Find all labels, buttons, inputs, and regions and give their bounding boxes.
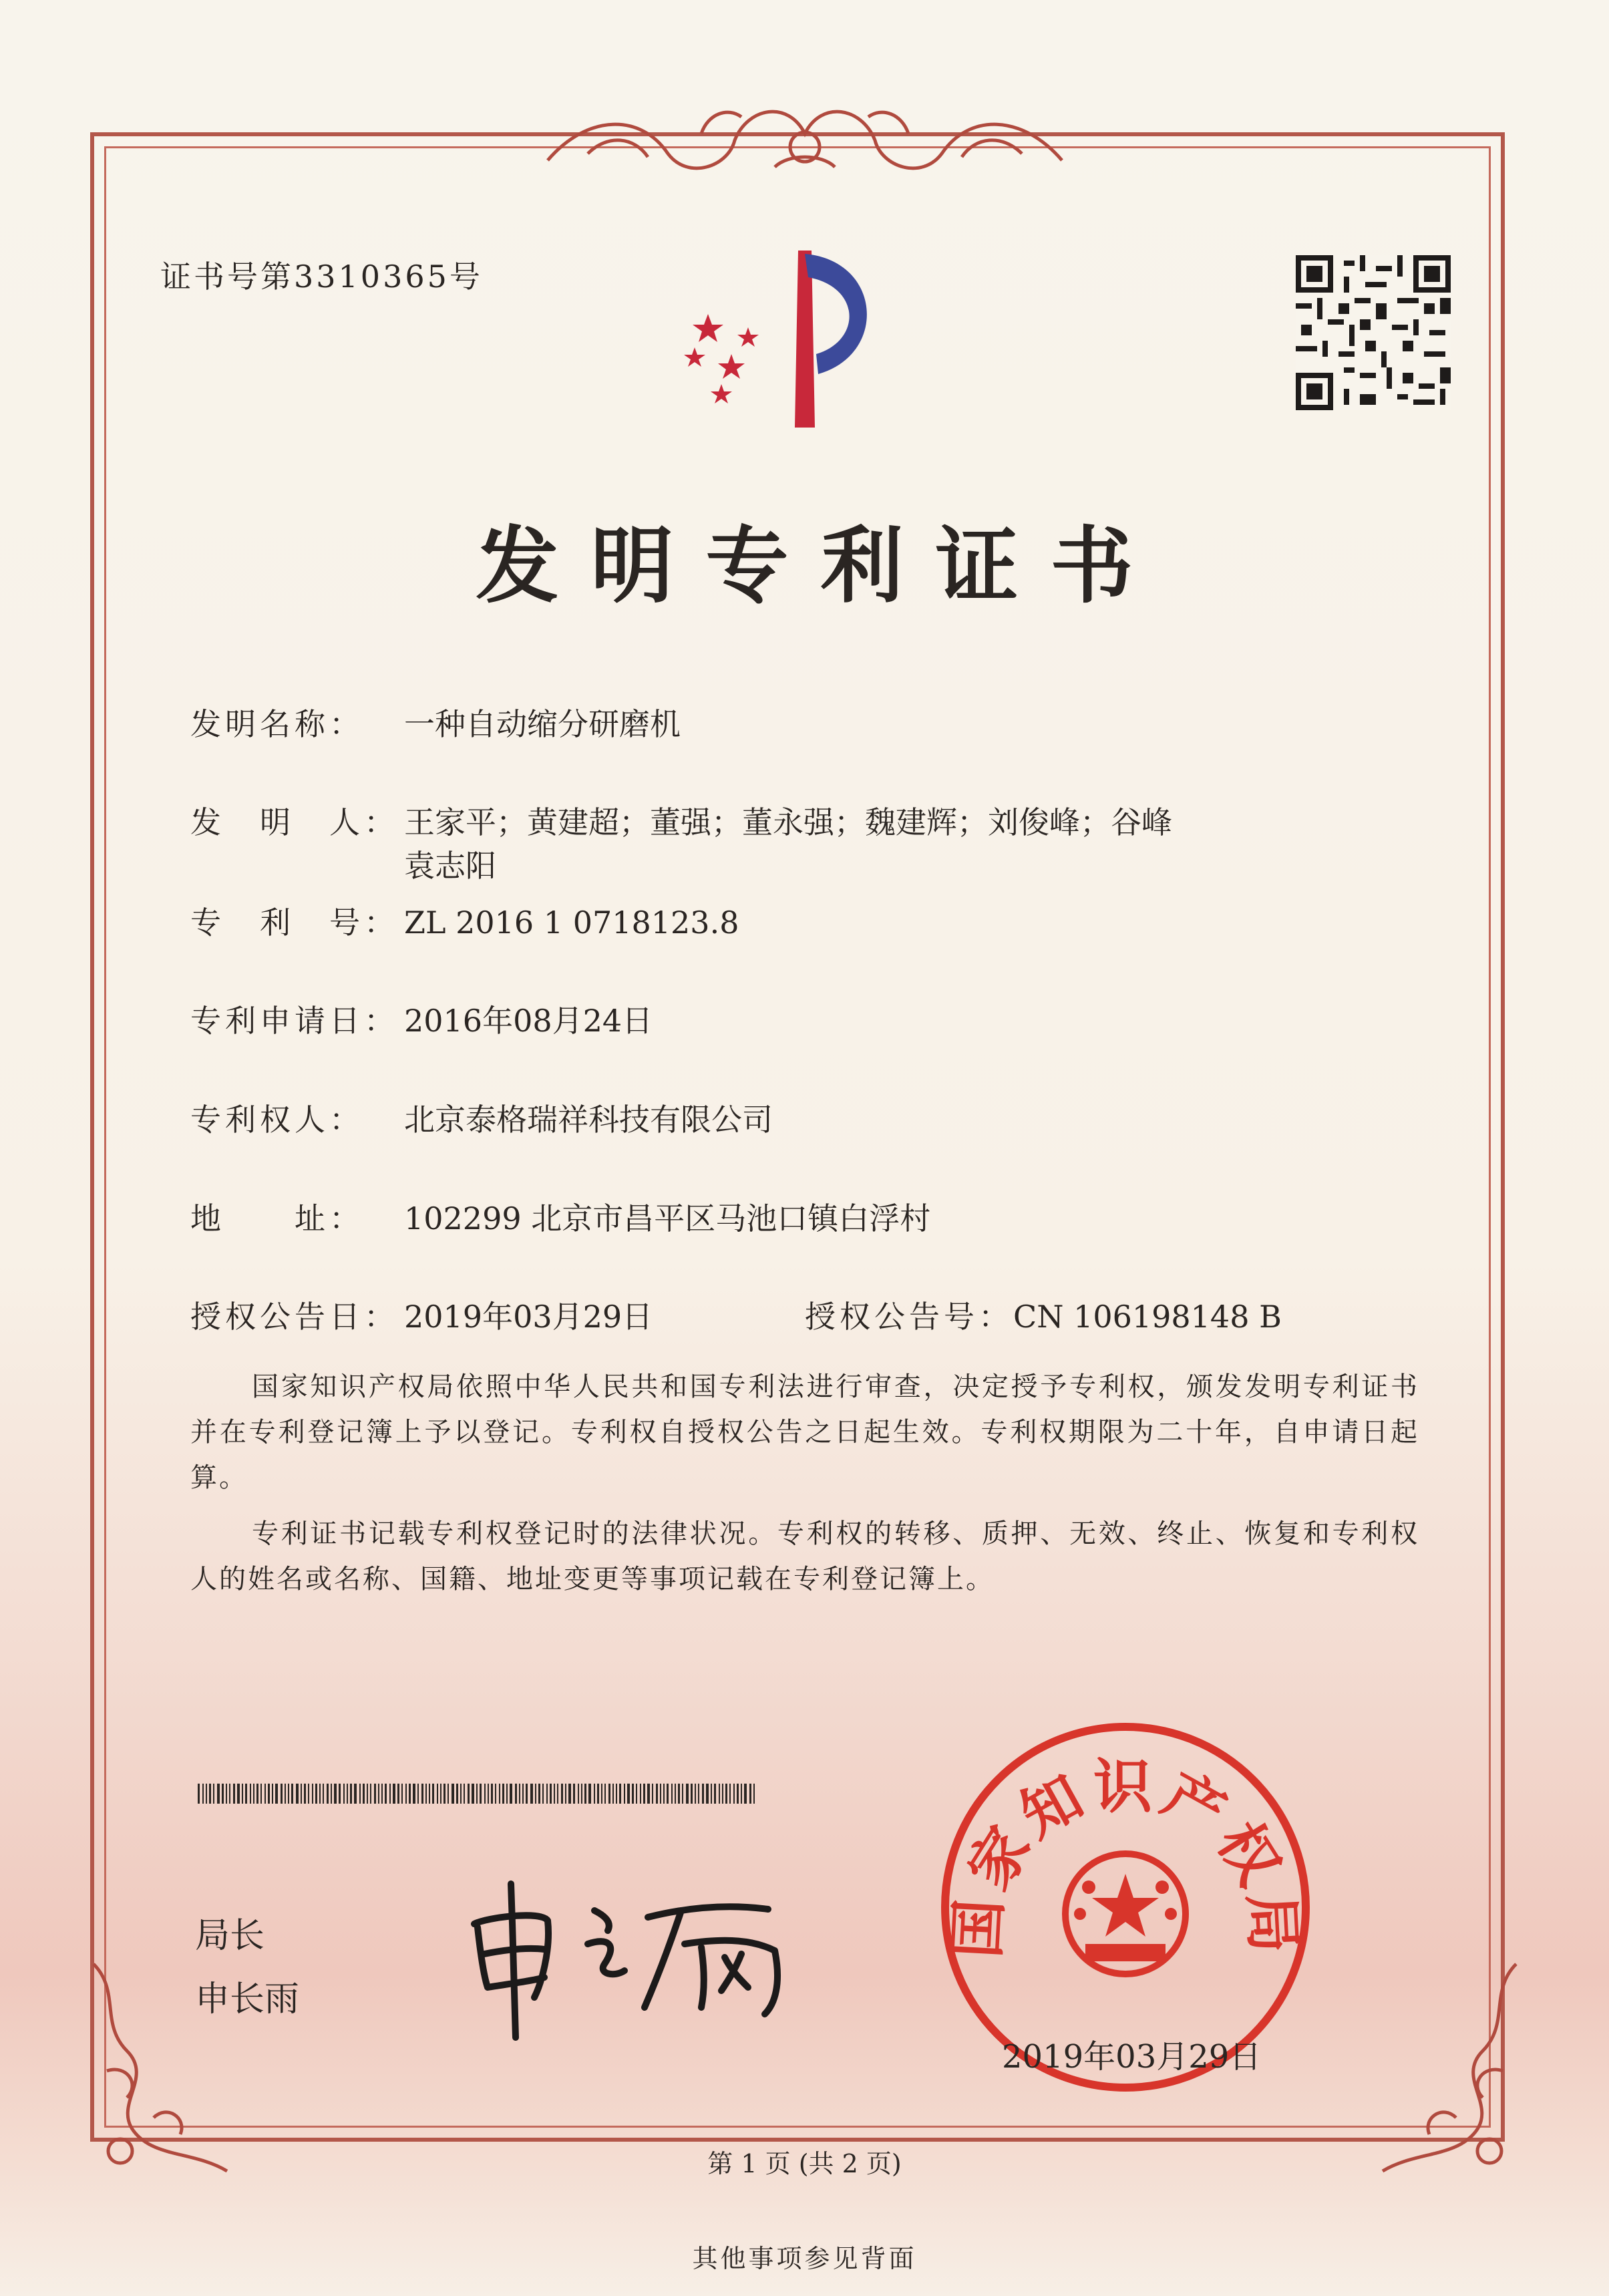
barcode-bar xyxy=(722,1784,723,1804)
barcode-bar xyxy=(250,1784,251,1804)
barcode-bar xyxy=(656,1784,658,1804)
barcode-bar xyxy=(260,1784,262,1804)
barcode-bar xyxy=(304,1784,306,1804)
grant-number-row xyxy=(805,1293,1282,1337)
grant-date: 2019年03月29日 xyxy=(404,1299,653,1335)
patentee-label: 专利权人： xyxy=(190,1102,364,1138)
barcode-bar xyxy=(691,1784,693,1804)
barcode-bar xyxy=(608,1784,610,1804)
svg-text:国家知识产权局: 国家知识产权局 xyxy=(941,1752,1310,1960)
barcode-bar xyxy=(281,1784,283,1804)
barcode-bar xyxy=(370,1784,371,1804)
barcode-bar xyxy=(323,1784,324,1804)
barcode-bar xyxy=(488,1784,489,1804)
barcode-bar xyxy=(749,1784,751,1804)
barcode-bar xyxy=(401,1784,403,1804)
barcode-bar xyxy=(597,1784,599,1804)
inventors-continued: 袁志阳 xyxy=(404,848,496,884)
barcode-bar xyxy=(667,1784,669,1804)
barcode-bar xyxy=(222,1784,224,1804)
barcode-bar xyxy=(397,1784,399,1804)
barcode-bar xyxy=(484,1784,486,1804)
barcode-bar xyxy=(308,1784,309,1804)
barcode-bar xyxy=(421,1784,423,1804)
barcode-bar xyxy=(632,1784,634,1804)
grant-date-row xyxy=(190,1293,653,1337)
barcode-bar xyxy=(233,1784,235,1804)
barcode-bar xyxy=(519,1784,520,1804)
invention-name-label: 发明名称： xyxy=(190,706,364,742)
barcode-bar xyxy=(714,1784,716,1804)
patent-number: ZL 2016 1 0718123.8 xyxy=(404,905,739,941)
barcode-bar xyxy=(530,1784,533,1804)
barcode-bar xyxy=(429,1784,430,1804)
inventors-row xyxy=(190,798,1172,842)
invention-name-row xyxy=(190,700,681,744)
certificate-title: 发明专利证书 xyxy=(476,518,1166,615)
barcode-bar xyxy=(491,1784,493,1804)
barcode-bar xyxy=(296,1784,299,1804)
barcode-bar xyxy=(452,1784,454,1804)
certificate-number: 证书号第3310365号 xyxy=(160,259,483,295)
barcode-bar xyxy=(476,1784,478,1804)
barcode-bar xyxy=(581,1784,582,1804)
barcode-bar xyxy=(554,1784,555,1804)
barcode-bar xyxy=(522,1784,524,1804)
barcode-bar xyxy=(312,1784,313,1804)
paragraph-1: 国家知识产权局依照中华人民共和国专利法进行审查，决定授予专利权，颁发发明专利证书并在专利登记簿上予以登记。专利权自授权公告之日起生效。专利权期限为二十年，自申请日起算。 xyxy=(190,1371,1419,1493)
barcode-bar xyxy=(627,1784,630,1804)
grant-number: CN 106198148 B xyxy=(1013,1299,1282,1335)
barcode-bar xyxy=(546,1784,548,1804)
barcode-bar xyxy=(354,1784,357,1804)
barcode-bar xyxy=(425,1784,427,1804)
barcode-bar xyxy=(711,1784,712,1804)
filing-date: 2016年08月24日 xyxy=(404,1003,653,1039)
cnipa-emblem-icon xyxy=(668,240,935,441)
barcode-bar xyxy=(315,1784,317,1804)
barcode-bar xyxy=(594,1784,595,1804)
barcode-bar xyxy=(339,1784,341,1804)
barcode-bar xyxy=(347,1784,348,1804)
filing-date-label: 专利申请日： xyxy=(190,1003,399,1039)
inventors: 王家平；黄建超；董强；董永强；魏建辉；刘俊峰；谷峰 xyxy=(404,804,1172,840)
barcode-bar xyxy=(495,1784,496,1804)
barcode-bar xyxy=(245,1784,247,1804)
patent-number-row xyxy=(190,898,739,943)
barcode-bar xyxy=(202,1784,204,1804)
barcode-bar xyxy=(367,1784,368,1804)
barcode-bar xyxy=(604,1784,606,1804)
barcode-bar xyxy=(242,1784,243,1804)
barcode-bar xyxy=(744,1784,747,1804)
barcode-bar xyxy=(460,1784,462,1804)
barcode-bar xyxy=(675,1784,676,1804)
barcode-bar xyxy=(343,1784,345,1804)
barcode-bar xyxy=(331,1784,332,1804)
barcode-bar xyxy=(319,1784,321,1804)
patentee: 北京泰格瑞祥科技有限公司 xyxy=(404,1102,773,1138)
barcode-bar xyxy=(686,1784,689,1804)
barcode-bar xyxy=(275,1784,278,1804)
director-signature xyxy=(461,1870,835,2044)
barcode-bar xyxy=(350,1784,352,1804)
barcode-bar xyxy=(578,1784,579,1804)
barcode-bar xyxy=(440,1784,441,1804)
barcode-bar xyxy=(385,1784,387,1804)
address-row xyxy=(190,1194,930,1239)
barcode-bar xyxy=(647,1784,650,1804)
barcode-bar xyxy=(393,1784,395,1804)
barcode-bar xyxy=(272,1784,273,1804)
paragraph-2: 专利证书记载专利权登记时的法律状况。专利权的转移、质押、无效、终止、恢复和专利权人的姓名或名称、国籍、地址变更等事项记载在专利登记簿上。 xyxy=(190,1518,1419,1595)
grant-date-label: 授权公告日： xyxy=(190,1299,399,1335)
address-label: 地 址： xyxy=(190,1200,364,1237)
barcode-bar xyxy=(542,1784,544,1804)
barcode-bar xyxy=(682,1784,683,1804)
barcode-bar xyxy=(437,1784,438,1804)
inventors-label: 发 明 人： xyxy=(190,804,399,840)
barcode-bar xyxy=(285,1784,286,1804)
seal-date: 2019年03月29日 xyxy=(1002,2038,1262,2076)
back-note: 其他事项参见背面 xyxy=(692,2244,917,2273)
barcode-bar xyxy=(226,1784,227,1804)
barcode-bar xyxy=(601,1784,602,1804)
barcode-bar xyxy=(472,1784,474,1804)
barcode-bar xyxy=(237,1784,240,1804)
barcode-bar xyxy=(660,1784,661,1804)
patentee-row xyxy=(190,1096,773,1140)
barcode-bar xyxy=(557,1784,558,1804)
barcode xyxy=(198,1784,759,1804)
barcode-bar xyxy=(409,1784,411,1804)
barcode-bar xyxy=(729,1784,731,1804)
barcode-bar xyxy=(413,1784,415,1804)
barcode-bar xyxy=(719,1784,720,1804)
barcode-bar xyxy=(506,1784,508,1804)
barcode-bar xyxy=(381,1784,383,1804)
barcode-bar xyxy=(671,1784,673,1804)
barcode-bar xyxy=(301,1784,302,1804)
barcode-bar xyxy=(405,1784,407,1804)
barcode-bar xyxy=(256,1784,258,1804)
barcode-bar xyxy=(363,1784,365,1804)
barcode-bar xyxy=(652,1784,653,1804)
barcode-bar xyxy=(464,1784,465,1804)
barcode-bar xyxy=(268,1784,270,1804)
qr-code xyxy=(1296,255,1451,410)
page-number: 第 1 页 (共 2 页) xyxy=(707,2149,902,2178)
barcode-bar xyxy=(526,1784,528,1804)
barcode-bar xyxy=(663,1784,665,1804)
barcode-bar xyxy=(561,1784,563,1804)
barcode-bar xyxy=(468,1784,470,1804)
barcode-bar xyxy=(456,1784,458,1804)
barcode-bar xyxy=(636,1784,637,1804)
barcode-bar xyxy=(448,1784,449,1804)
barcode-bar xyxy=(515,1784,517,1804)
barcode-bar xyxy=(374,1784,376,1804)
barcode-bar xyxy=(573,1784,575,1804)
barcode-bar xyxy=(695,1784,696,1804)
barcode-bar xyxy=(229,1784,230,1804)
grant-number-label: 授权公告号： xyxy=(805,1299,1013,1335)
barcode-bar xyxy=(706,1784,709,1804)
barcode-bar xyxy=(206,1784,207,1804)
barcode-bar xyxy=(327,1784,329,1804)
barcode-bar xyxy=(253,1784,254,1804)
barcode-bar xyxy=(417,1784,419,1804)
patent-number-label: 专 利 号： xyxy=(190,905,399,941)
barcode-bar xyxy=(264,1784,266,1804)
barcode-bar xyxy=(619,1784,621,1804)
barcode-bar xyxy=(753,1784,755,1804)
barcode-bar xyxy=(725,1784,727,1804)
barcode-bar xyxy=(733,1784,735,1804)
barcode-bar xyxy=(565,1784,566,1804)
barcode-bar xyxy=(616,1784,617,1804)
barcode-bar xyxy=(568,1784,571,1804)
barcode-bar xyxy=(217,1784,220,1804)
barcode-bar xyxy=(702,1784,704,1804)
barcode-bar xyxy=(510,1784,512,1804)
top-ornament xyxy=(534,87,1075,187)
barcode-bar xyxy=(502,1784,504,1804)
invention-name: 一种自动缩分研磨机 xyxy=(404,706,681,742)
barcode-bar xyxy=(640,1784,641,1804)
address: 102299 北京市昌平区马池口镇白浮村 xyxy=(404,1200,931,1237)
barcode-bar xyxy=(432,1784,434,1804)
barcode-bar xyxy=(213,1784,214,1804)
barcode-bar xyxy=(389,1784,391,1804)
director-title: 局长 xyxy=(195,1916,265,1956)
barcode-bar xyxy=(334,1784,337,1804)
barcode-bar xyxy=(584,1784,586,1804)
barcode-bar xyxy=(209,1784,211,1804)
barcode-bar xyxy=(359,1784,361,1804)
barcode-bar xyxy=(588,1784,591,1804)
barcode-bar xyxy=(291,1784,293,1804)
barcode-bar xyxy=(288,1784,289,1804)
barcode-bar xyxy=(643,1784,645,1804)
barcode-bar xyxy=(612,1784,614,1804)
barcode-bar xyxy=(378,1784,379,1804)
filing-date-row xyxy=(190,997,653,1041)
barcode-bar xyxy=(443,1784,445,1804)
barcode-bar xyxy=(741,1784,742,1804)
barcode-bar xyxy=(550,1784,552,1804)
barcode-bar xyxy=(678,1784,680,1804)
barcode-bar xyxy=(698,1784,699,1804)
barcode-bar xyxy=(499,1784,500,1804)
barcode-bar xyxy=(737,1784,739,1804)
barcode-bar xyxy=(624,1784,625,1804)
barcode-bar xyxy=(480,1784,482,1804)
barcode-bar xyxy=(535,1784,536,1804)
director-name: 申长雨 xyxy=(195,1979,300,2019)
barcode-bar xyxy=(198,1784,200,1804)
barcode-bar xyxy=(538,1784,540,1804)
